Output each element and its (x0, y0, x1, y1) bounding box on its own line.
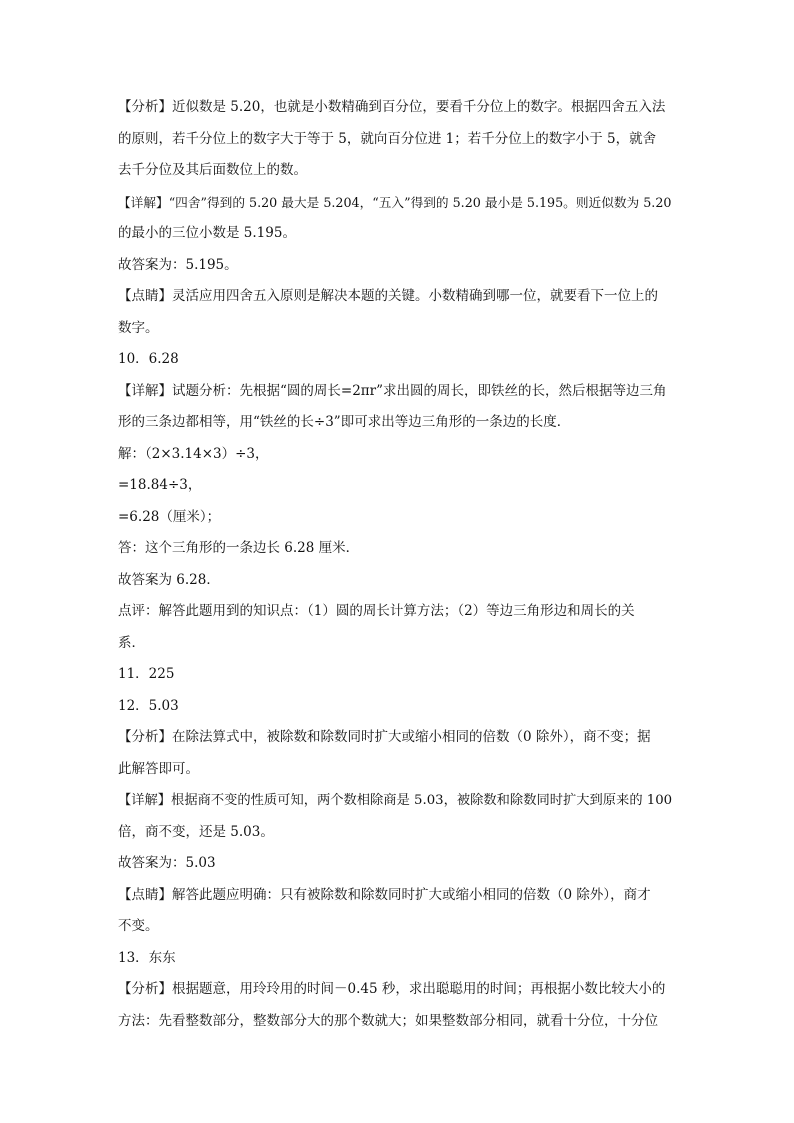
q12-detail-line-1: 【详解】根据商不变的性质可知，两个数相除商是 5.03，被除数和除数同时扩大到原来的 100 (118, 793, 673, 808)
analysis-line-1: 【分析】近似数是 5.20，也就是小数精确到百分位，要看千分位上的数字。根据四舍五入法 (118, 99, 666, 115)
question-13-answer: 13．东东 (118, 949, 176, 966)
answer-text-block (118, 92, 678, 1037)
q10-review-line-1: 点评：解答此题用到的知识点：（1）圆的周长计算方法；（2）等边三角形边和周长的关 (118, 603, 635, 619)
comment-line-2: 数字。 (118, 319, 159, 336)
q12-analysis-line-2: 此解答即可。 (118, 760, 199, 777)
answer-line: 故答案为：5.195。 (118, 256, 238, 273)
q13-analysis-line-1: 【分析】根据题意，用玲玲用的时间－0.45 秒，求出聪聪用的时间；再根据小数比较大小的 (118, 981, 666, 997)
q10-solution-line-3: =6.28（厘米）； (118, 508, 221, 525)
q10-detail-line-2: 形的三条边都相等，用“铁丝的长÷3”即可求出等边三角形的一条边的长度． (118, 414, 571, 430)
analysis-line-3: 去千分位及其后面数位上的数。 (118, 162, 307, 178)
detail-line-1: 【详解】“四舍”得到的 5.20 最大是 5.204，“五入”得到的 5.20 最小是 5.195。则近似数为 5.20 (118, 194, 672, 210)
q12-detail-line-2: 倍，商不变，还是 5.03。 (118, 823, 274, 840)
question-12-answer: 12．5.03 (118, 697, 179, 714)
q12-analysis-line-1: 【分析】在除法算式中，被除数和除数同时扩大或缩小相同的倍数（0 除外），商不变；据 (118, 729, 651, 745)
q10-solution-line-2: =18.84÷3， (118, 477, 202, 493)
q10-review-line-2: 系． (118, 634, 145, 651)
detail-line-2: 的最小的三位小数是 5.195。 (118, 225, 296, 241)
q12-answer-line: 故答案为：5.03 (118, 855, 216, 871)
q13-analysis-line-2: 方法：先看整数部分，整数部分大的那个数就大；如果整数部分相同，就看十分位，十分位 (118, 1012, 658, 1029)
q12-comment-line-2: 不变。 (118, 918, 159, 934)
q10-answer-line: 故答案为 6.28． (118, 571, 220, 588)
question-11-answer: 11．225 (118, 666, 175, 682)
analysis-line-2: 的原则，若千分位上的数字大于等于 5，就向百分位进 1；若千分位上的数字小于 5，就舍 (118, 130, 657, 147)
question-10-answer: 10．6.28 (118, 351, 179, 367)
q10-detail-line-1: 【详解】试题分析：先根据“圆的周长=2πr”求出圆的周长，即铁丝的长，然后根据等边三角 (118, 382, 667, 399)
comment-line-1: 【点睛】灵活应用四舍五入原则是解决本题的关键。小数精确到哪一位，就要看下一位上的 (118, 288, 658, 304)
q10-answer-statement: 答：这个三角形的一条边长 6.28 厘米． (118, 540, 360, 556)
q12-comment-line-1: 【点睛】解答此题应明确：只有被除数和除数同时扩大或缩小相同的倍数（0 除外），商才 (118, 886, 651, 903)
q10-solution-line-1: 解：（2×3.14×3）÷3， (118, 445, 269, 462)
